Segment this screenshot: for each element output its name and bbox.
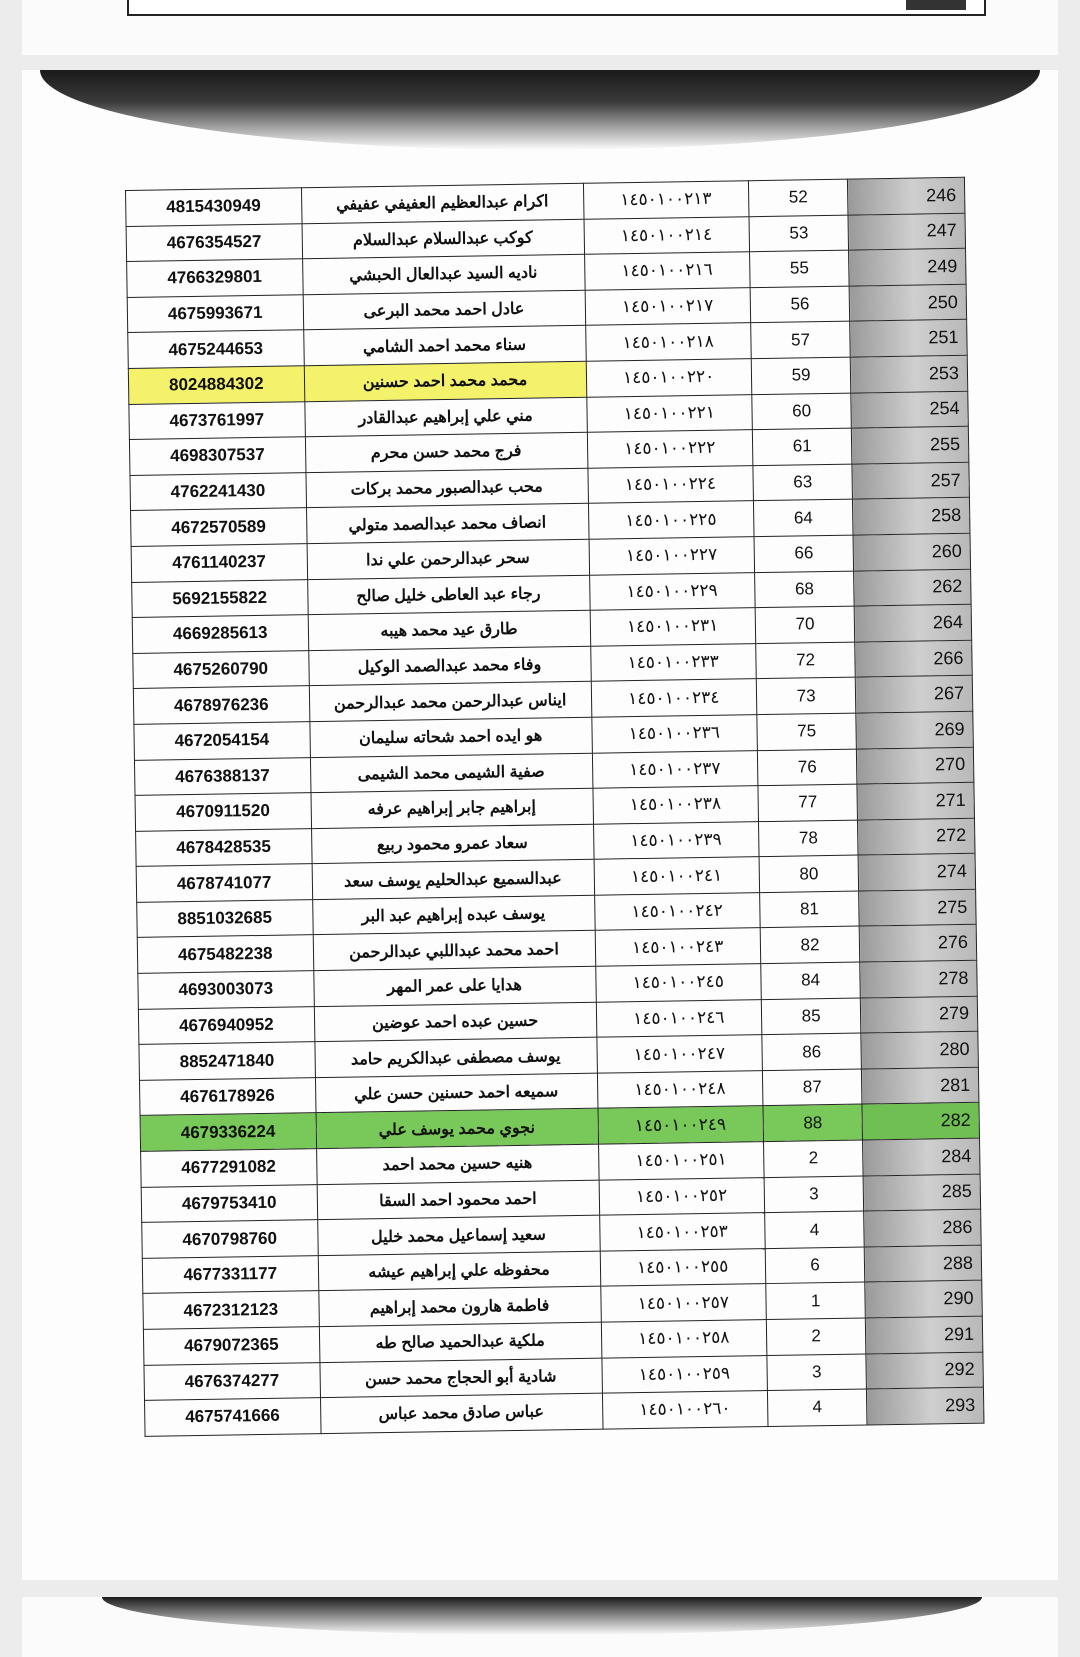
row-number-cell: 288 bbox=[865, 1245, 982, 1282]
national-id-cell: 4678976236 bbox=[133, 686, 309, 724]
national-id-cell: 4679753410 bbox=[141, 1184, 317, 1222]
name-cell: محب عبدالصبور محمد بركات bbox=[305, 468, 588, 508]
code-cell: ١٤٥٠١٠٠٢٣٧ bbox=[592, 750, 758, 788]
sequence-cell: 57 bbox=[751, 322, 851, 359]
name-cell: طارق عيد محمد هيبه bbox=[308, 610, 591, 650]
row-number-cell: 279 bbox=[861, 996, 978, 1033]
sequence-cell: 87 bbox=[762, 1069, 862, 1106]
roster-table-container bbox=[125, 177, 984, 1437]
name-cell: محفوظه علي إبراهيم عيشه bbox=[318, 1251, 601, 1291]
national-id-cell: 4815430949 bbox=[126, 188, 302, 226]
national-id-cell: 4672312123 bbox=[143, 1291, 319, 1329]
row-number-cell: 278 bbox=[860, 960, 977, 997]
code-cell: ١٤٥٠١٠٠٢٢٠ bbox=[586, 359, 752, 397]
national-id-cell: 4675244653 bbox=[128, 330, 304, 368]
national-id-cell: 4675741666 bbox=[145, 1398, 321, 1436]
code-cell: ١٤٥٠١٠٠٢٤٥ bbox=[595, 964, 761, 1002]
name-cell: ملكية عبدالحميد صالح طه bbox=[319, 1322, 602, 1362]
name-cell: يوسف عبده إبراهيم عبد البر bbox=[312, 895, 595, 935]
national-id-cell: 4675260790 bbox=[133, 650, 309, 688]
row-number-cell: 251 bbox=[850, 320, 967, 357]
sequence-cell: 78 bbox=[758, 820, 858, 857]
code-cell: ١٤٥٠١٠٠٢٢٢ bbox=[587, 430, 753, 468]
sequence-cell: 3 bbox=[767, 1354, 867, 1391]
code-cell: ١٤٥٠١٠٠٢٥٢ bbox=[599, 1177, 765, 1215]
name-cell: إبراهيم جابر إبراهيم عرفه bbox=[310, 788, 593, 828]
sequence-cell: 56 bbox=[750, 286, 850, 323]
national-id-cell: 4761140237 bbox=[131, 544, 307, 582]
name-cell: هدايا على عمر المهر bbox=[313, 966, 596, 1006]
name-cell: وفاء محمد عبدالصمد الوكيل bbox=[308, 646, 591, 686]
national-id-cell: 4677291082 bbox=[141, 1149, 317, 1187]
row-number-cell: 290 bbox=[865, 1281, 982, 1318]
previous-table-bottom bbox=[127, 0, 986, 16]
national-id-cell: 4675482238 bbox=[137, 935, 313, 973]
national-id-cell: 4766329801 bbox=[127, 259, 303, 297]
name-cell: عادل احمد محمد البرعى bbox=[303, 290, 586, 330]
row-number-cell: 293 bbox=[867, 1387, 984, 1424]
national-id-cell: 4676178926 bbox=[139, 1077, 315, 1115]
sequence-cell: 82 bbox=[760, 927, 860, 964]
previous-page-edge bbox=[22, 0, 1058, 55]
row-number-cell: 266 bbox=[855, 640, 972, 677]
row-number-cell: 270 bbox=[857, 747, 974, 784]
national-id-cell: 4679336224 bbox=[140, 1113, 316, 1151]
code-cell: ١٤٥٠١٠٠٢٤٢ bbox=[594, 892, 760, 930]
code-cell: ١٤٥٠١٠٠٢٥٥ bbox=[600, 1248, 766, 1286]
row-number-cell: 285 bbox=[863, 1174, 980, 1211]
code-cell: ١٤٥٠١٠٠٢٣٩ bbox=[593, 821, 759, 859]
sequence-cell: 81 bbox=[760, 891, 860, 928]
sequence-cell: 73 bbox=[756, 677, 856, 714]
sequence-cell: 68 bbox=[754, 571, 854, 608]
sequence-cell: 85 bbox=[761, 998, 861, 1035]
sequence-cell: 2 bbox=[766, 1318, 866, 1355]
code-cell: ١٤٥٠١٠٠٢٤٦ bbox=[596, 999, 762, 1037]
sequence-cell: 6 bbox=[765, 1247, 865, 1284]
national-id-cell: 4693003073 bbox=[138, 971, 314, 1009]
next-page-shadow bbox=[102, 1597, 982, 1635]
sequence-cell: 75 bbox=[757, 713, 857, 750]
sequence-cell: 59 bbox=[751, 357, 851, 394]
sequence-cell: 63 bbox=[753, 464, 853, 501]
name-cell: حسين عبده احمد عوضين bbox=[314, 1002, 597, 1042]
row-number-cell: 275 bbox=[859, 889, 976, 926]
row-number-cell: 264 bbox=[854, 604, 971, 641]
name-cell: شادية أبو الحجاج محمد حسن bbox=[319, 1358, 602, 1398]
sequence-cell: 60 bbox=[752, 393, 852, 430]
name-cell: رجاء عبد العاطى خليل صالح bbox=[307, 575, 590, 615]
name-cell: سميعه احمد حسنين حسن علي bbox=[315, 1073, 598, 1113]
name-cell: ايناس عبدالرحمن محمد عبدالرحمن bbox=[309, 682, 592, 722]
national-id-cell: 4676940952 bbox=[138, 1006, 314, 1044]
code-cell: ١٤٥٠١٠٠٢٤٣ bbox=[595, 928, 761, 966]
sequence-cell: 4 bbox=[767, 1389, 867, 1426]
code-cell: ١٤٥٠١٠٠٢٢٩ bbox=[589, 572, 755, 610]
code-cell: ١٤٥٠١٠٠٢٢٥ bbox=[588, 501, 754, 539]
row-number-cell: 282 bbox=[862, 1103, 979, 1140]
row-number-cell: 258 bbox=[853, 498, 970, 535]
national-id-cell: 4672570589 bbox=[131, 508, 307, 546]
name-cell: محمد محمد احمد حسنين bbox=[304, 361, 587, 401]
row-number-cell: 269 bbox=[856, 711, 973, 748]
row-number-cell: 260 bbox=[853, 533, 970, 570]
national-id-cell: 4679072365 bbox=[143, 1327, 319, 1365]
code-cell: ١٤٥٠١٠٠٢٦٠ bbox=[602, 1391, 768, 1429]
sequence-cell: 61 bbox=[752, 428, 852, 465]
roster-table bbox=[125, 177, 984, 1437]
code-cell: ١٤٥٠١٠٠٢٢٤ bbox=[587, 465, 753, 503]
name-cell: احمد محمد عبداللبي عبدالرحمن bbox=[313, 931, 596, 971]
row-number-cell: 281 bbox=[862, 1067, 979, 1104]
code-cell: ١٤٥٠١٠٠٢٤٨ bbox=[597, 1070, 763, 1108]
name-cell: مني علي إبراهيم عبدالقادر bbox=[304, 397, 587, 437]
sequence-cell: 52 bbox=[748, 179, 848, 216]
row-number-cell: 280 bbox=[861, 1031, 978, 1068]
national-id-cell: 4676374277 bbox=[144, 1362, 320, 1400]
national-id-cell: 5692155822 bbox=[132, 579, 308, 617]
row-number-cell: 291 bbox=[866, 1316, 983, 1353]
row-number-cell: 284 bbox=[863, 1138, 980, 1175]
national-id-cell: 4677331177 bbox=[142, 1255, 318, 1293]
code-cell: ١٤٥٠١٠٠٢٥١ bbox=[598, 1142, 764, 1180]
name-cell: فاطمة هارون محمد إبراهيم bbox=[318, 1287, 601, 1327]
code-cell: ١٤٥٠١٠٠٢٥٧ bbox=[600, 1284, 766, 1322]
national-id-cell: 4698307537 bbox=[129, 437, 305, 475]
national-id-cell: 4670911520 bbox=[135, 793, 311, 831]
sequence-cell: 53 bbox=[749, 215, 849, 252]
code-cell: ١٤٥٠١٠٠٢٣٦ bbox=[591, 715, 757, 753]
name-cell: كوكب عبدالسلام عبدالسلام bbox=[302, 219, 585, 259]
sequence-cell: 77 bbox=[758, 784, 858, 821]
name-cell: يوسف مصطفى عبدالكريم حامد bbox=[314, 1037, 597, 1077]
national-id-cell: 4762241430 bbox=[130, 472, 306, 510]
row-number-cell: 271 bbox=[857, 782, 974, 819]
code-cell: ١٤٥٠١٠٠٢٤٩ bbox=[598, 1106, 764, 1144]
name-cell: هو ايده احمد شحاته سليمان bbox=[309, 717, 592, 757]
name-cell: سعيد إسماعيل محمد خليل bbox=[317, 1215, 600, 1255]
sequence-cell: 3 bbox=[764, 1176, 864, 1213]
sequence-cell: 76 bbox=[757, 749, 857, 786]
code-cell: ١٤٥٠١٠٠٢٤١ bbox=[594, 857, 760, 895]
next-page-edge bbox=[22, 1597, 1058, 1657]
row-number-cell: 262 bbox=[854, 569, 971, 606]
code-cell: ١٤٥٠١٠٠٢٥٨ bbox=[601, 1320, 767, 1358]
row-number-cell: 250 bbox=[849, 284, 966, 321]
sequence-cell: 4 bbox=[765, 1211, 865, 1248]
national-id-cell: 4675993671 bbox=[127, 295, 303, 333]
code-cell: ١٤٥٠١٠٠٢١٨ bbox=[585, 323, 751, 361]
row-number-cell: 247 bbox=[848, 213, 965, 250]
name-cell: سحر عبدالرحمن علي ندا bbox=[307, 539, 590, 579]
national-id-cell: 4672054154 bbox=[134, 722, 310, 760]
code-cell: ١٤٥٠١٠٠٢١٤ bbox=[584, 216, 750, 254]
name-cell: ناديه السيد عبدالعال الحبشي bbox=[302, 254, 585, 294]
row-number-cell: 254 bbox=[851, 391, 968, 428]
sequence-cell: 86 bbox=[762, 1033, 862, 1070]
row-number-cell: 267 bbox=[856, 676, 973, 713]
sequence-cell: 72 bbox=[756, 642, 856, 679]
sequence-cell: 80 bbox=[759, 855, 859, 892]
national-id-cell: 4669285613 bbox=[132, 615, 308, 653]
national-id-cell: 4673761997 bbox=[129, 401, 305, 439]
name-cell: صفية الشيمى محمد الشيمى bbox=[310, 753, 593, 793]
code-cell: ١٤٥٠١٠٠٢١٦ bbox=[584, 252, 750, 290]
national-id-cell: 8851032685 bbox=[137, 900, 313, 938]
sequence-cell: 66 bbox=[754, 535, 854, 572]
national-id-cell: 4678428535 bbox=[136, 828, 312, 866]
sequence-cell: 64 bbox=[753, 499, 853, 536]
national-id-cell: 8024884302 bbox=[128, 366, 304, 404]
name-cell: عبدالسميع عبدالحليم يوسف سعد bbox=[312, 860, 595, 900]
name-cell: عباس صادق محمد عباس bbox=[320, 1393, 603, 1433]
sequence-cell: 70 bbox=[755, 606, 855, 643]
national-id-cell: 4676388137 bbox=[134, 757, 310, 795]
ink-mark bbox=[906, 0, 966, 10]
code-cell: ١٤٥٠١٠٠٢٢٧ bbox=[589, 537, 755, 575]
row-number-cell: 255 bbox=[852, 426, 969, 463]
code-cell: ١٤٥٠١٠٠٢٣٤ bbox=[591, 679, 757, 717]
name-cell: سناء محمد احمد الشامي bbox=[303, 326, 586, 366]
sequence-cell: 55 bbox=[749, 250, 849, 287]
sequence-cell: 2 bbox=[763, 1140, 863, 1177]
national-id-cell: 8852471840 bbox=[139, 1042, 315, 1080]
national-id-cell: 4678741077 bbox=[136, 864, 312, 902]
row-number-cell: 274 bbox=[858, 854, 975, 891]
row-number-cell: 292 bbox=[866, 1352, 983, 1389]
row-number-cell: 246 bbox=[848, 177, 965, 214]
row-number-cell: 272 bbox=[858, 818, 975, 855]
row-number-cell: 276 bbox=[859, 925, 976, 962]
code-cell: ١٤٥٠١٠٠٢٢١ bbox=[586, 394, 752, 432]
name-cell: فرج محمد حسن محرم bbox=[305, 432, 588, 472]
code-cell: ١٤٥٠١٠٠٢٣٣ bbox=[590, 643, 756, 681]
code-cell: ١٤٥٠١٠٠٢٥٣ bbox=[599, 1213, 765, 1251]
name-cell: احمد محمود احمد السقا bbox=[317, 1180, 600, 1220]
name-cell: نجوي محمد يوسف علي bbox=[316, 1109, 599, 1149]
row-number-cell: 286 bbox=[864, 1209, 981, 1246]
name-cell: اكرام عبدالعظيم العفيفي عفيفي bbox=[301, 183, 584, 223]
sequence-cell: 84 bbox=[761, 962, 861, 999]
row-number-cell: 253 bbox=[851, 355, 968, 392]
code-cell: ١٤٥٠١٠٠٢٥٩ bbox=[601, 1355, 767, 1393]
name-cell: سعاد عمرو محمود ربيع bbox=[311, 824, 594, 864]
name-cell: انصاف محمد عبدالصمد متولي bbox=[306, 504, 589, 544]
national-id-cell: 4670798760 bbox=[142, 1220, 318, 1258]
code-cell: ١٤٥٠١٠٠٢٣١ bbox=[590, 608, 756, 646]
row-number-cell: 249 bbox=[849, 248, 966, 285]
code-cell: ١٤٥٠١٠٠٢١٣ bbox=[583, 181, 749, 219]
code-cell: ١٤٥٠١٠٠٢٣٨ bbox=[592, 786, 758, 824]
row-number-cell: 257 bbox=[852, 462, 969, 499]
sequence-cell: 88 bbox=[763, 1104, 863, 1141]
national-id-cell: 4676354527 bbox=[126, 223, 302, 261]
code-cell: ١٤٥٠١٠٠٢٤٧ bbox=[596, 1035, 762, 1073]
code-cell: ١٤٥٠١٠٠٢١٧ bbox=[585, 287, 751, 325]
name-cell: هنيه حسين محمد احمد bbox=[316, 1144, 599, 1184]
sequence-cell: 1 bbox=[766, 1282, 866, 1319]
